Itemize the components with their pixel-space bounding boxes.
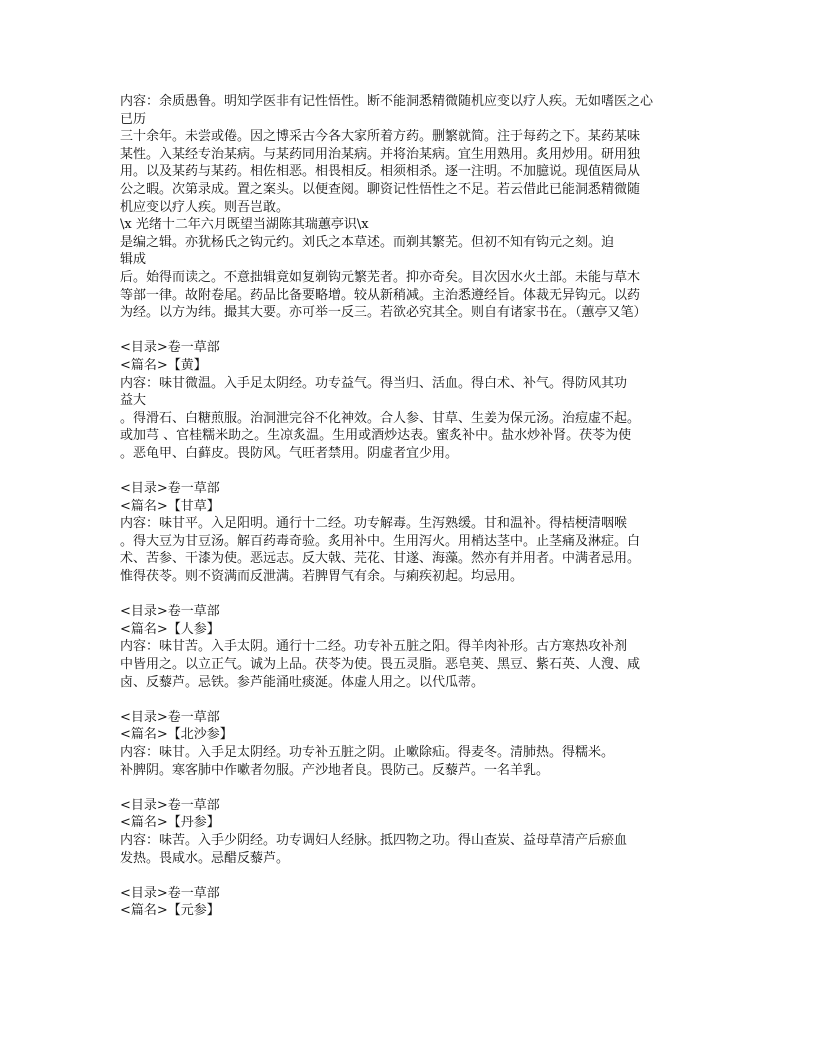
preface-line: 用。以及某药与某药。相佐相恶。相畏相反。相须相杀。逐一注明。不加臆说。现值医局从: [120, 164, 641, 180]
entry-beishashen: [120, 709, 710, 779]
blank-line: [120, 462, 710, 480]
entry-danshen: [120, 797, 710, 867]
preface-line: 后。始得而读之。不意拙辑竟如复剃钩元繁芜者。抑亦奇矣。目次因水火土部。未能与草木: [120, 269, 641, 285]
entry-name: <篇名>【元参】: [120, 903, 220, 919]
blank-line: [120, 322, 710, 340]
blank-line: [120, 691, 710, 709]
entry-catalog: <目录>卷一草部: [120, 885, 220, 901]
entry-yuanshen: [120, 885, 710, 920]
entry-content-line: 内容：味苦。入手少阴经。功专调妇人经脉。抵四物之功。得山查炭、益母草清产后瘀血: [120, 832, 628, 848]
entry-renshen: [120, 603, 710, 691]
entry-name: <篇名>【黄】: [120, 357, 207, 373]
entry-content-line: 。得大豆为甘豆汤。解百药毒奇验。炙用补中。生用泻火。用梢达茎中。止茎痛及淋症。白: [120, 533, 641, 549]
entry-content-line: 卤、反藜芦。忌铁。参芦能涌吐痰涎。体虚人用之。以代瓜蒂。: [120, 674, 485, 690]
entry-content-line: 内容：味甘苦。入手太阴。通行十二经。功专补五脏之阳。得羊肉补形。古方寒热攻补剂: [120, 639, 628, 655]
entry-content-line: 内容：味甘。入手足太阴经。功专补五脏之阴。止嗽除疝。得麦冬。清肺热。得糯米。: [120, 744, 615, 760]
entry-content-line: 。恶龟甲、白藓皮。畏防风。气旺者禁用。阴虚者宜少用。: [120, 445, 459, 461]
preface-line: 三十余年。未尝或倦。因之博采古今各大家所着方药。删繁就简。注于每药之下。某药某味: [120, 129, 641, 145]
entry-content-line: 惟得茯苓。则不资满而反泄满。若脾胃气有余。与痢疾初起。均忌用。: [120, 569, 524, 585]
entry-content-line: 或加芎 、官桂糯米助之。生凉炙温。生用或酒炒达表。蜜炙补中。盐水炒补肾。茯苓为使: [120, 428, 632, 444]
entry-gancao: [120, 480, 710, 586]
entry-name: <篇名>【北沙参】: [120, 727, 233, 743]
entry-content-line: 内容：味甘平。入足阳明。通行十二经。功专解毒。生泻熟缓。甘和温补。得桔梗清咽喉: [120, 516, 628, 532]
entry-content-line: 益大: [120, 393, 147, 409]
preface-line: 辑成: [120, 252, 147, 268]
entry-content-line: 。得滑石、白糖煎服。治洞泄完谷不化神效。合人参、甘草、生姜为保元汤。治痘虚不起。: [120, 410, 641, 426]
entry-huang: [120, 339, 710, 462]
entry-content-line: 中皆用之。以立正气。诚为上品。茯苓为使。畏五灵脂。恶皂荚、黑豆、紫石英、人溲、咸: [120, 657, 641, 672]
preface-line: 已历: [120, 111, 147, 127]
preface-line: 公之暇。次第录成。置之案头。以便查阅。聊资记性悟性之不足。若云借此已能洞悉精微随: [120, 181, 641, 197]
entry-content-line: 补脾阴。寒客肺中作嗽者勿服。产沙地者良。畏防己。反藜芦。一名羊乳。: [120, 762, 550, 778]
preface-line: 机应变以疗人疾。则吾岂敢。: [120, 199, 290, 215]
entry-catalog: <目录>卷一草部: [120, 340, 220, 356]
preface-line: 是编之辑。亦犹杨氏之钩元约。刘氏之本草述。而剃其繁芜。但初不知有钩元之刻。迫: [120, 234, 615, 250]
entry-catalog: <目录>卷一草部: [120, 709, 220, 725]
entry-content-line: 内容：味甘微温。入手足太阴经。功专益气。得当归、活血。得白术、补气。得防风其功: [120, 375, 628, 391]
preface-line: 等部一律。故附卷尾。药品比备要略增。较从新稍减。主治悉遵经旨。体裁无异钩元。以药: [120, 287, 641, 303]
entry-content-line: 发热。畏咸水。忌醋反藜芦。: [120, 850, 290, 866]
preface: [120, 93, 710, 322]
blank-line: [120, 586, 710, 604]
blank-line: [120, 867, 710, 885]
document-page: [120, 93, 710, 920]
entry-name: <篇名>【甘草】: [120, 498, 220, 514]
entry-name: <篇名>【丹参】: [120, 815, 220, 831]
preface-line: 内容：余质愚鲁。明知学医非有记性悟性。断不能洞悉精微随机应变以疗人疾。无如嗜医之心: [120, 94, 654, 109]
blank-line: [120, 779, 710, 797]
preface-signature: \x 光绪十二年六月既望当湖陈其瑞蕙亭识\x: [120, 217, 369, 233]
entry-catalog: <目录>卷一草部: [120, 481, 220, 497]
entry-name: <篇名>【人参】: [120, 621, 220, 637]
preface-line: 某性。入某经专治某病。与某药同用治某病。并将治某病。宜生用熟用。炙用炒用。研用独: [120, 146, 641, 162]
preface-line: 为经。以方为纬。撮其大要。亦可举一反三。若欲必究其全。则自有诸家书在。（蕙亭又笔）: [120, 305, 647, 321]
entry-catalog: <目录>卷一草部: [120, 604, 220, 620]
entry-catalog: <目录>卷一草部: [120, 797, 220, 813]
entry-content-line: 术、苦参、干漆为使。恶远志。反大戟、芫花、甘遂、海藻。然亦有并用者。中满者忌用。: [120, 551, 641, 567]
